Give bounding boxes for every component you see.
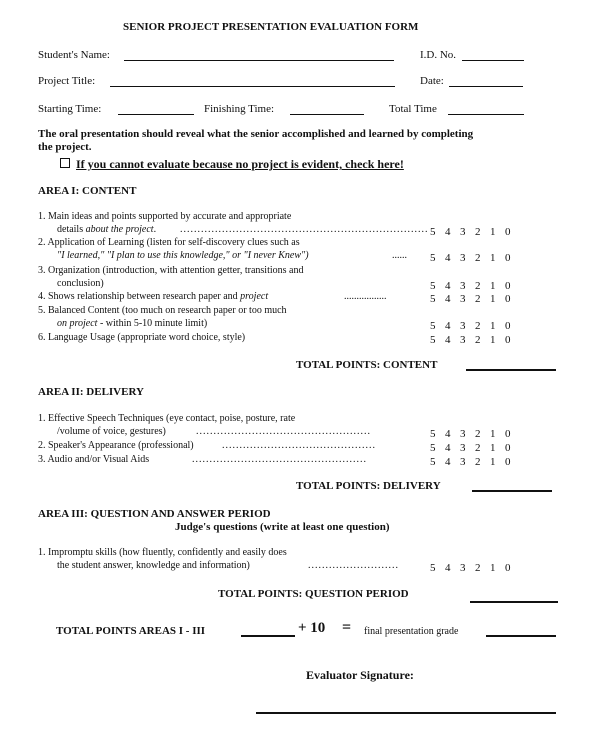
area2-item1-line1: 1. Effective Speech Techniques (eye contact, poise, posture, rate: [38, 413, 296, 424]
area1-item6: 6. Language Usage (appropriate word choice, style): [38, 332, 246, 343]
area1-item2-line1: 2. Application of Learning (listen for self-discovery clues such as: [38, 237, 300, 248]
leader-dots: ............................................: [222, 440, 376, 451]
area2-item2-rating[interactable]: 5 4 3 2 1 0: [430, 442, 511, 454]
final-grade-label: final presentation grade: [364, 626, 459, 637]
area1-item1-line2: details about the project.: [57, 224, 157, 235]
area1-item2-rating[interactable]: 5 4 3 2 1 0: [430, 252, 511, 264]
intro-text-cont: the project.: [38, 141, 92, 153]
area3-item1-rating[interactable]: 5 4 3 2 1 0: [430, 562, 511, 574]
signature-line[interactable]: [256, 712, 556, 714]
area1-item3-line2: conclusion): [57, 278, 104, 289]
id-no-line[interactable]: [462, 60, 524, 61]
area1-item4-rating[interactable]: 5 4 3 2 1 0: [430, 293, 511, 305]
no-project-label: If you cannot evaluate because no project is evident, check here!: [76, 157, 404, 171]
signature-label: Evaluator Signature:: [306, 668, 414, 682]
plus-ten: + 10: [298, 620, 326, 636]
area1-item1-line1: 1. Main ideas and points supported by accurate and appropriate: [38, 211, 292, 222]
form-title: SENIOR PROJECT PRESENTATION EVALUATION FORM: [123, 21, 419, 33]
total-time-line[interactable]: [448, 114, 524, 115]
student-name-line[interactable]: [124, 60, 394, 61]
project-title-label: Project Title:: [38, 75, 96, 87]
area2-item3-rating[interactable]: 5 4 3 2 1 0: [430, 456, 511, 468]
area1-item5-line2: on project - within 5-10 minute limit): [57, 318, 208, 329]
id-no-label: I.D. No.: [420, 49, 457, 61]
area2-item3: 3. Audio and/or Visual Aids: [38, 454, 150, 465]
leader-dots: ..........................: [308, 560, 399, 571]
area1-item6-rating[interactable]: 5 4 3 2 1 0: [430, 334, 511, 346]
leader-dots: ......: [392, 250, 407, 261]
final-total-label: TOTAL POINTS AREAS I - III: [56, 625, 206, 637]
area2-total-label: TOTAL POINTS: DELIVERY: [296, 480, 441, 492]
area1-item2-line2: "I learned," "I plan to use this knowledge," or "I never Knew"): [57, 250, 309, 261]
area1-item1-rating[interactable]: 5 4 3 2 1 0: [430, 226, 511, 238]
finishing-time-line[interactable]: [290, 114, 364, 115]
area2-heading: AREA II: DELIVERY: [38, 386, 144, 398]
intro-text: The oral presentation should reveal what the senior accomplished and learned by completing: [38, 128, 474, 140]
area1-item5-line1: 5. Balanced Content (too much on research paper or too much: [38, 305, 287, 316]
project-title-line[interactable]: [110, 86, 395, 87]
area3-heading: AREA III: QUESTION AND ANSWER PERIOD: [38, 508, 271, 520]
total-time-label: Total Time: [389, 103, 437, 115]
date-label: Date:: [420, 75, 444, 87]
area1-total-line[interactable]: [466, 369, 556, 371]
area1-item4: 4. Shows relationship between research paper and project: [38, 291, 269, 302]
area1-item5-rating[interactable]: 5 4 3 2 1 0: [430, 320, 511, 332]
area2-item1-line2: /volume of voice, gestures): [57, 426, 166, 437]
area1-heading: AREA I: CONTENT: [38, 185, 137, 197]
leader-dots: .......................................................................: [180, 224, 429, 235]
finishing-time-label: Finishing Time:: [204, 103, 275, 115]
no-project-checkbox-row[interactable]: [60, 158, 404, 170]
area3-subheading: Judge's questions (write at least one question): [175, 521, 390, 533]
area3-item1-line1: 1. Impromptu skills (how fluently, confidently and easily does: [38, 547, 287, 558]
final-grade-line[interactable]: [486, 635, 556, 637]
student-name-label: Student's Name:: [38, 49, 110, 61]
date-line[interactable]: [449, 86, 523, 87]
area2-total-line[interactable]: [472, 490, 552, 492]
final-total-line[interactable]: [241, 635, 295, 637]
area2-item2: 2. Speaker's Appearance (professional): [38, 440, 194, 451]
area1-total-label: TOTAL POINTS: CONTENT: [296, 359, 438, 371]
equals-sign: =: [342, 619, 352, 636]
starting-time-line[interactable]: [118, 114, 194, 115]
area3-total-label: TOTAL POINTS: QUESTION PERIOD: [218, 588, 409, 600]
area1-item3-line1: 3. Organization (introduction, with attention getter, transitions and: [38, 265, 304, 276]
area3-item1-line2: the student answer, knowledge and information): [57, 560, 250, 571]
checkbox-icon[interactable]: [60, 158, 70, 168]
leader-dots: .................: [344, 291, 387, 302]
area1-item3-rating[interactable]: 5 4 3 2 1 0: [430, 280, 511, 292]
leader-dots: ..................................................: [192, 454, 367, 465]
area2-item1-rating[interactable]: 5 4 3 2 1 0: [430, 428, 511, 440]
starting-time-label: Starting Time:: [38, 103, 102, 115]
leader-dots: ..................................................: [196, 426, 371, 437]
area3-total-line[interactable]: [470, 601, 558, 603]
